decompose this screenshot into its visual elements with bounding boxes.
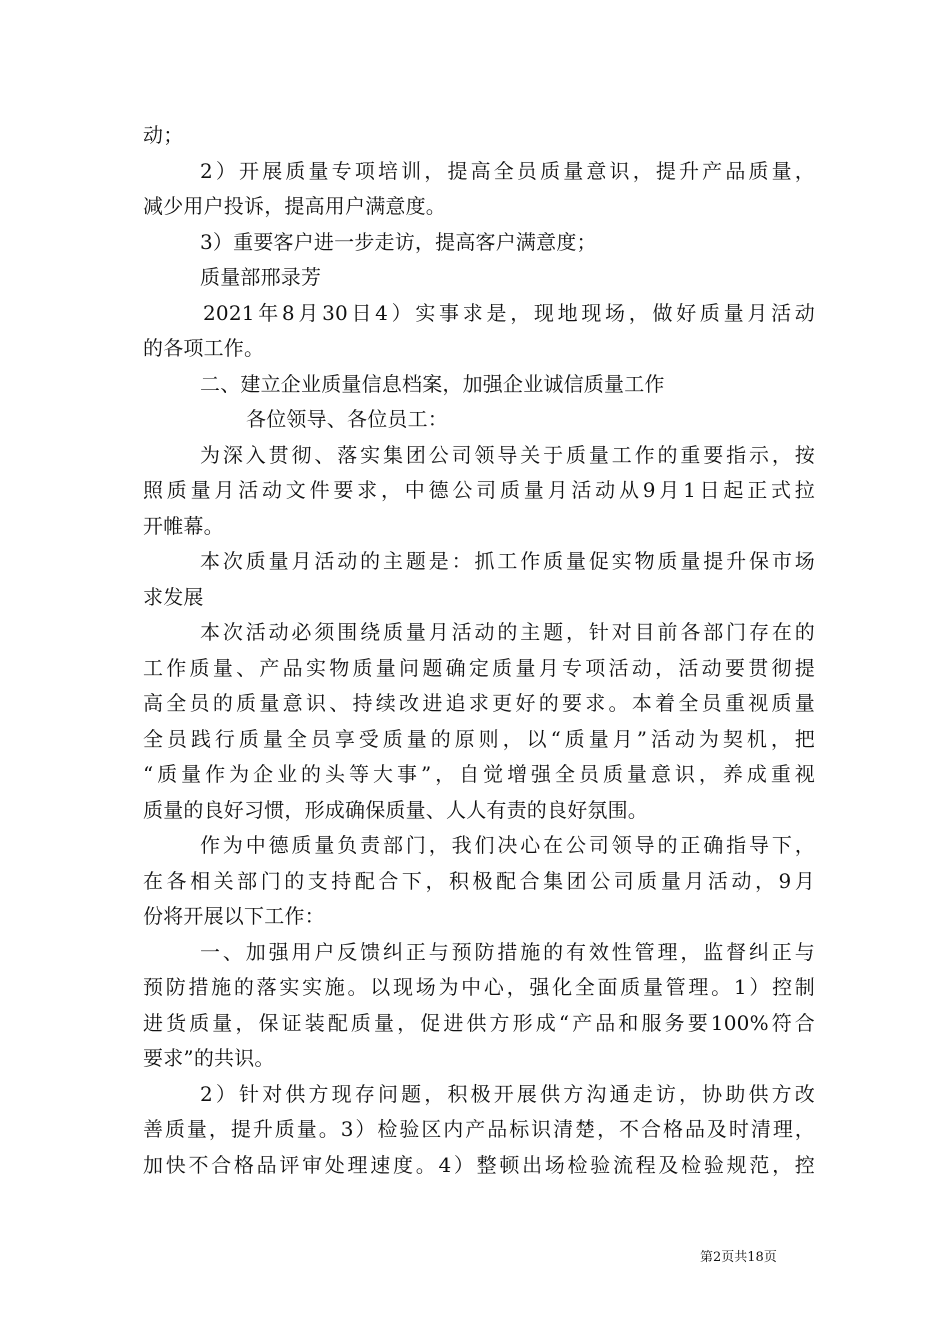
text-line: 在各相关部门的支持配合下，积极配合集团公司质量月活动，9月 (143, 868, 815, 893)
text-line: 求发展 (143, 584, 204, 609)
text-line: 照质量月活动文件要求，中德公司质量月活动从9月1日起正式拉 (143, 478, 815, 502)
text-line: 2）针对供方现存问题，积极开展供方沟通走访，协助供方改 (200, 1081, 815, 1106)
text-line: 3）重要客户进一步走访，提高客户满意度； (200, 229, 597, 254)
text-line: 一、加强用户反馈纠正与预防措施的有效性管理，监督纠正与 (200, 939, 815, 964)
text-line: 为深入贯彻、落实集团公司领导关于质量工作的重要指示，按 (200, 442, 815, 467)
text-line: 进货质量，保证装配质量，促进供方形成“产品和服务要100%符合 (143, 1010, 815, 1035)
text-line: 本次活动必须围绕质量月活动的主题，针对目前各部门存在的 (200, 620, 815, 644)
text-line: 全员践行质量全员享受质量的原则，以“质量月”活动为契机，把 (143, 726, 815, 751)
text-line: 减少用户投诉，提高用户满意度。 (143, 194, 446, 218)
text-line: 开帷幕。 (143, 513, 224, 538)
text-line: 要求”的共识。 (143, 1046, 275, 1070)
text-line: 高全员的质量意识、持续改进追求更好的要求。本着全员重视质量 (143, 691, 815, 715)
text-line: “质量作为企业的头等大事”，自觉增强全员质量意识，养成重视 (143, 762, 815, 786)
text-line: 份将开展以下工作： (143, 904, 325, 928)
text-line: 2021年8月30日4）实事求是，现地现场，做好质量月活动 (203, 300, 815, 325)
text-line: 作为中德质量负责部门，我们决心在公司领导的正确指导下， (200, 833, 815, 857)
text-line: 各位领导、各位员工： (246, 407, 448, 431)
text-line: 本次质量月活动的主题是：抓工作质量促实物质量提升保市场 (200, 549, 815, 573)
text-line: 质量的良好习惯，形成确保质量、人人有责的良好氛围。 (143, 797, 648, 822)
text-line: 的各项工作。 (143, 336, 265, 360)
text-line: 动； (143, 123, 184, 147)
text-line: 二、建立企业质量信息档案，加强企业诚信质量工作 (200, 371, 665, 396)
page-number-footer: 第2页共18页 (700, 1250, 777, 1265)
text-line: 加快不合格品评审处理速度。4）整顿出场检验流程及检验规范，控 (143, 1152, 815, 1177)
text-line: 善质量，提升质量。3）检验区内产品标识清楚，不合格品及时清理， (143, 1117, 815, 1141)
text-line: 质量部邢录芳 (200, 265, 322, 289)
text-line: 工作质量、产品实物质量问题确定质量月专项活动，活动要贯彻提 (143, 655, 815, 680)
document-body (143, 118, 815, 1183)
text-line: 2）开展质量专项培训，提高全员质量意识，提升产品质量， (200, 158, 815, 183)
text-line: 预防措施的落实实施。以现场为中心，强化全面质量管理。1）控制 (143, 975, 815, 999)
